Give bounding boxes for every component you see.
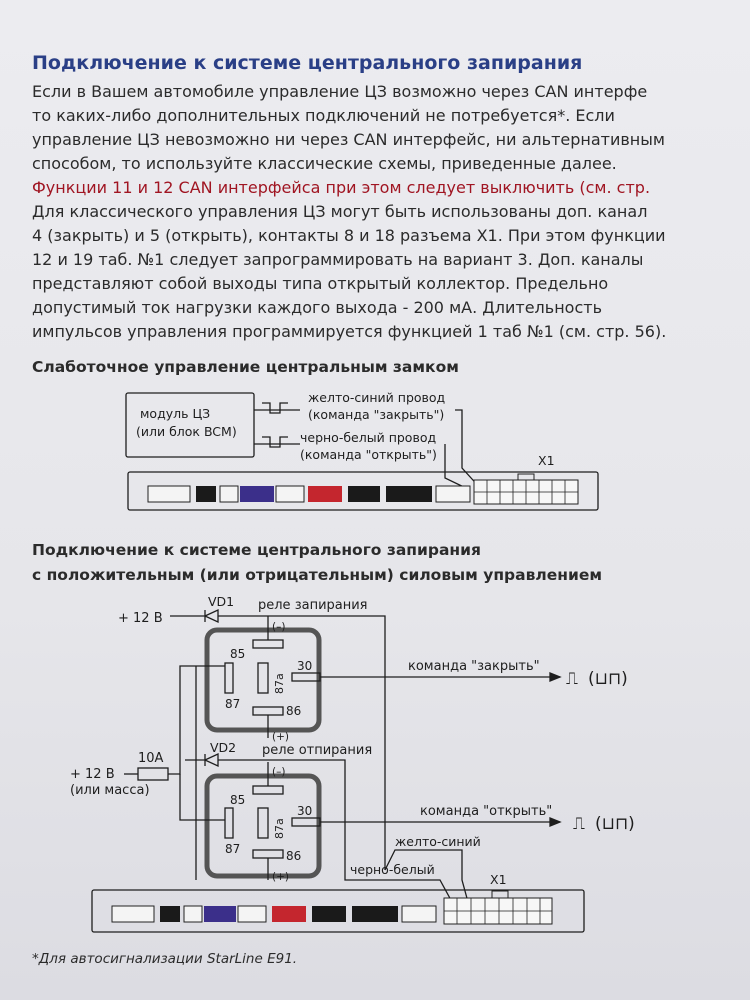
black-white-label: черно-белый bbox=[350, 862, 435, 877]
text-line: способом, то используйте классические схемы, приведенные далее. bbox=[32, 154, 617, 173]
plus12-label2: + 12 В bbox=[70, 767, 115, 782]
text-line: 4 (закрыть) и 5 (открыть), контакты 8 и 18 разъема X1. При этом функции bbox=[32, 226, 666, 245]
diode-vd2 bbox=[205, 754, 218, 766]
connector-label: X1 bbox=[538, 453, 555, 468]
pin86-label: 86 bbox=[286, 849, 302, 863]
section-heading: Подключение к системе центрального запирания bbox=[32, 52, 583, 74]
text-line: Если в Вашем автомобиле управление ЦЗ возможно через CAN интерфе bbox=[32, 82, 648, 101]
text-line: 12 и 19 таб. №1 следует запрограммировать на вариант 3. Доп. каналы bbox=[32, 250, 644, 269]
pin86-label: 86 bbox=[286, 704, 302, 718]
text-line: допустимый ток нагрузки каждого выхода - 200 мА. Длительность bbox=[32, 298, 602, 317]
relay1-label: реле запирания bbox=[258, 598, 368, 613]
diode-vd1 bbox=[205, 610, 218, 622]
pin87-label: 87 bbox=[225, 842, 241, 856]
vd2-label: VD2 bbox=[210, 740, 237, 755]
diagram1-title: Слаботочное управление центральным замком bbox=[32, 358, 459, 376]
fuse-label: 10А bbox=[138, 751, 164, 766]
text-line: то каких-либо дополнительных подключений не потребуется*. Если bbox=[32, 106, 615, 125]
text-line: управление ЦЗ невозможно ни через CAN интерфейс, ни альтернативным bbox=[32, 130, 665, 149]
open-command-label: команда "открыть" bbox=[420, 804, 553, 819]
wire2-command: (команда "открыть") bbox=[300, 447, 437, 462]
pin85-label: 85 bbox=[230, 793, 246, 807]
connector-label: X1 bbox=[490, 872, 507, 887]
minus-label: (–) bbox=[272, 621, 286, 633]
pin85-label: 85 bbox=[230, 647, 246, 661]
ground-label: (или масса) bbox=[70, 783, 150, 798]
plus-label: (+) bbox=[272, 731, 289, 743]
pin87a-label: 87a bbox=[273, 673, 286, 694]
text-line: Для классического управления ЦЗ могут быть использованы доп. канал bbox=[32, 202, 648, 221]
pin87-label: 87 bbox=[225, 697, 241, 711]
pin30-label: 30 bbox=[297, 659, 313, 673]
vd1-label: VD1 bbox=[208, 594, 235, 609]
pin87a-label: 87a bbox=[273, 818, 286, 839]
plus-label: (+) bbox=[272, 871, 289, 883]
diagram2-title-line1: Подключение к системе центрального запирания bbox=[32, 541, 481, 559]
text-line: представляют собой выходы типа открытый коллектор. Предельно bbox=[32, 274, 609, 293]
yellow-blue-label: желто-синий bbox=[395, 834, 481, 849]
pin30-label: 30 bbox=[297, 804, 313, 818]
pulse-icon: ⎍ bbox=[573, 814, 585, 834]
wire1-command: (команда "закрыть") bbox=[308, 407, 445, 422]
connector-row bbox=[112, 891, 552, 924]
minus-label: (–) bbox=[272, 766, 286, 778]
pulse-icon: (⊔⊓) bbox=[588, 669, 628, 689]
fuse-10a bbox=[138, 768, 168, 780]
close-command-label: команда "закрыть" bbox=[408, 659, 540, 674]
warning-line: Функции 11 и 12 CAN интерфейса при этом следует выключить (см. стр. bbox=[32, 178, 651, 197]
diagram2-title-line2: с положительным (или отрицательным) силовым управлением bbox=[32, 566, 603, 584]
module-label: модуль ЦЗ bbox=[140, 406, 211, 421]
wire1-label: желто-синий провод bbox=[308, 390, 446, 405]
module-sublabel: (или блок BCM) bbox=[136, 424, 237, 439]
pulse-icon: (⊔⊓) bbox=[595, 814, 635, 834]
text-line: импульсов управления программируется функцией 1 таб №1 (см. стр. 56). bbox=[32, 322, 667, 341]
wire2-label: черно-белый провод bbox=[300, 430, 437, 445]
relay2-label: реле отпирания bbox=[262, 743, 373, 758]
footnote: *Для автосигнализации StarLine E91. bbox=[32, 951, 298, 967]
plus12-label: + 12 В bbox=[118, 611, 163, 626]
pulse-icon: ⎍ bbox=[566, 669, 578, 689]
